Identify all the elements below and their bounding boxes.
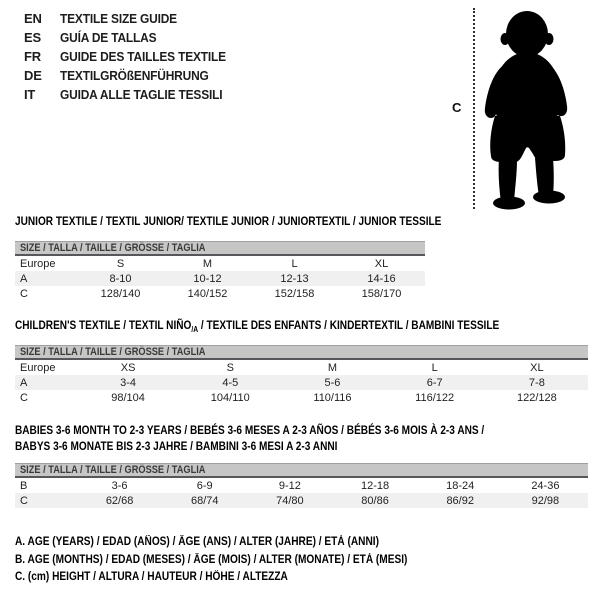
row-label: Europe [20, 257, 56, 270]
table-cell: 104/110 [210, 391, 250, 404]
legend-line-c-text: C. (cm) HEIGHT / ALTURA / HAUTEUR / HÖHE / ALTEZZA [15, 571, 288, 583]
lang-code: ES [24, 30, 41, 45]
lang-code: DE [24, 68, 42, 83]
table-cell: 12-13 [251, 271, 338, 286]
legend-line-a-text: A. AGE (YEARS) / EDAD (AÑOS) / ÂGE (ANS) / ALTER (JAHRE) / ETÀ (ANNI) [15, 536, 379, 548]
size-header-label: SIZE / TALLA / TAILLE / GRÖSSE / TAGLIA [20, 346, 206, 358]
table-row [15, 375, 588, 390]
lang-title: GUÍA DE TALLAS [60, 30, 157, 45]
legend-line-b-text: B. AGE (MONTHS) / EDAD (MESES) / ÂGE (MOIS) / ALTER (MONATE) / ETÀ (MESI) [15, 553, 408, 566]
table-row [15, 359, 588, 375]
lang-code: IT [24, 87, 36, 102]
babies-size-table [15, 463, 588, 508]
legend [15, 534, 461, 587]
table-cell: 158/170 [361, 287, 402, 300]
children-title-prefix: CHILDREN'S TEXTILE / TEXTIL NIÑO [15, 318, 192, 332]
size-header-row [15, 346, 588, 360]
table-cell: 18-24 [446, 479, 475, 492]
lang-row-de [24, 66, 240, 85]
table-cell: 6-7 [384, 375, 486, 390]
children-section-title [15, 317, 591, 338]
legend-line-c [15, 569, 461, 587]
table-row [15, 271, 425, 286]
legend-line-a [15, 534, 461, 552]
babies-title-line2: BABYS 3-6 MONATE BIS 2-3 JAHRE / BAMBINI 3-6 MESI A 2-3 ANNI [15, 439, 338, 453]
table-cell: 10-12 [164, 271, 251, 286]
table-cell: 110/116 [313, 391, 352, 404]
table-cell: 98/104 [111, 391, 145, 404]
table-cell: 80/86 [332, 493, 417, 508]
lang-title: TEXTILGRÖßENFÜHRUNG [60, 68, 209, 83]
junior-size-table [15, 241, 425, 301]
table-cell: 12-18 [360, 479, 390, 492]
table-cell: L [431, 361, 438, 374]
table-cell: 86/92 [418, 493, 503, 508]
children-section-title-text [15, 317, 499, 338]
table-cell: 24-36 [531, 479, 560, 492]
table-cell: 116/122 [415, 391, 455, 404]
table-row [15, 493, 588, 508]
table-cell: S [116, 257, 125, 270]
row-label: Europe [20, 361, 56, 374]
table-cell: XL [530, 361, 544, 374]
table-row [15, 255, 425, 271]
table-cell: XS [120, 361, 136, 374]
row-label: C [20, 391, 28, 404]
table-cell: 74/80 [247, 493, 332, 508]
lang-row-fr [24, 47, 240, 66]
row-label: B [20, 479, 28, 492]
baby-silhouette-icon [481, 8, 573, 210]
table-cell: 9-12 [278, 479, 301, 492]
lang-title: GUIDE DES TAILLES TEXTILE [60, 49, 226, 64]
table-cell: L [291, 257, 298, 270]
legend-line-b [15, 552, 461, 570]
row-label: C [20, 287, 28, 300]
table-row [15, 286, 425, 301]
junior-section-title [15, 213, 523, 229]
lang-code: FR [24, 49, 41, 64]
height-measure-dotted-line [473, 8, 475, 209]
size-header-row [15, 242, 425, 256]
lang-code: EN [24, 11, 42, 26]
size-header-label: SIZE / TALLA / TAILLE / GRÖSSE / TAGLIA [20, 242, 206, 254]
row-label: A [15, 375, 77, 390]
table-cell: S [226, 361, 234, 374]
lang-row-es [24, 28, 240, 47]
children-title-suffix: / TEXTILE DES ENFANTS / KINDERTEXTIL / BAMBINI TESSILE [198, 318, 500, 332]
table-cell: XL [374, 257, 389, 270]
table-row [15, 390, 588, 405]
lang-title: TEXTILE SIZE GUIDE [60, 11, 177, 26]
babies-section-title [15, 422, 574, 454]
table-cell: 7-8 [486, 375, 588, 390]
table-cell: 62/68 [77, 493, 162, 508]
table-cell: 122/128 [516, 391, 557, 404]
table-cell: M [202, 257, 213, 270]
table-cell: 140/152 [187, 287, 228, 300]
table-cell: 128/140 [100, 287, 141, 300]
table-cell: 5-6 [281, 375, 383, 390]
children-size-table [15, 345, 588, 405]
size-header-label: SIZE / TALLA / TAILLE / GRÖSSE / TAGLIA [20, 464, 206, 476]
junior-section-title-text: JUNIOR TEXTILE / TEXTIL JUNIOR/ TEXTILE JUNIOR / JUNIORTEXTIL / JUNIOR TESSILE [15, 214, 442, 228]
babies-title-line1: BABIES 3-6 MONTH TO 2-3 YEARS / BEBÉS 3-6 MESES A 2-3 AÑOS / BÉBÉS 3-6 MOIS À 2-3 ANS / [15, 423, 485, 437]
table-cell: M [327, 361, 338, 374]
language-title-list [24, 9, 240, 104]
table-cell: 6-9 [196, 479, 213, 492]
table-cell: 152/158 [274, 287, 315, 300]
lang-row-en [24, 9, 240, 28]
table-row [15, 477, 588, 493]
size-header-row [15, 464, 588, 478]
lang-row-it [24, 85, 240, 104]
table-cell: 14-16 [338, 271, 425, 286]
row-label: C [15, 493, 77, 508]
lang-title: GUIDA ALLE TAGLIE TESSILI [60, 87, 223, 102]
table-cell: 68/74 [162, 493, 247, 508]
table-cell: 92/98 [503, 493, 588, 508]
table-cell: 4-5 [179, 375, 281, 390]
table-cell: 3-6 [111, 479, 128, 492]
table-cell: 3-4 [77, 375, 179, 390]
row-label: A [15, 271, 77, 286]
height-measure-label: C [452, 100, 462, 115]
table-cell: 8-10 [77, 271, 164, 286]
children-title-subscript: /A [191, 325, 199, 334]
